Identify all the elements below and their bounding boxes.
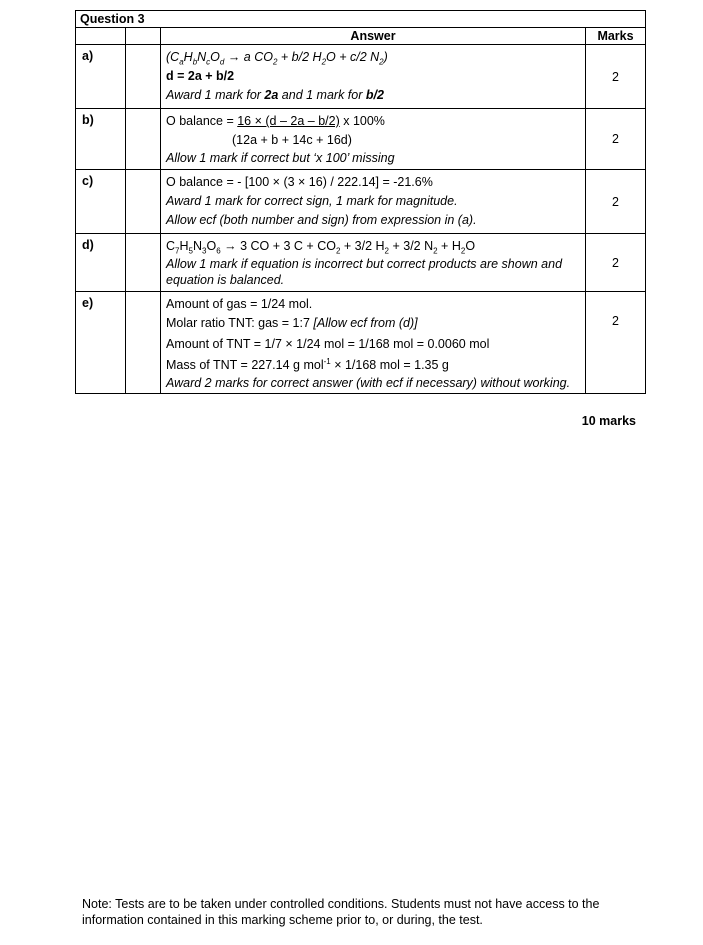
answer-cell	[161, 292, 586, 394]
marks-value: 2	[586, 109, 646, 170]
marks-value: 2	[586, 170, 646, 234]
table-row	[76, 292, 646, 394]
general-equation: ($C_aH_bN_cO_d \to a$ $CO_2 + b/2$ $H_2O + c/2$ $N_2$)	[166, 50, 388, 67]
table-row	[76, 170, 646, 234]
answer-cell	[161, 170, 586, 234]
award-note: Allow 1 mark if correct but ‘x 100’ missing	[166, 151, 395, 165]
total-marks: 10 marks	[581, 414, 636, 428]
marking-scheme	[75, 10, 645, 394]
marks-header: Marks	[586, 28, 646, 45]
award-note: Award 1 mark for correct sign, 1 mark for magnitude.	[166, 194, 458, 208]
blank-cell	[126, 45, 161, 109]
question-title: Question 3	[76, 11, 646, 28]
answer-line: d = 2a + b/2	[166, 69, 235, 83]
part-label: a)	[76, 45, 126, 109]
marks-value: 2	[586, 292, 646, 394]
table-row	[76, 45, 646, 109]
answer-line: Molar ratio TNT: gas = 1:7 [Allow ecf from (d)]	[166, 316, 418, 330]
decomposition-equation: $C_7H_5N_3O_6 \to 3$ CO + 3 $C + CO_2 + 3/2$ $H_2 + 3/2$ $N_2 + H_2O$	[166, 239, 476, 256]
footer-note: Note: Tests are to be taken under controlled conditions. Students must not have access to the information contained in this marking scheme prior to, or during, the test.	[82, 897, 600, 927]
header-part-cell	[76, 28, 126, 45]
answer-denominator: (12a + b + 14c + 16d)	[232, 133, 352, 147]
answer-cell	[161, 109, 586, 170]
blank-cell	[126, 234, 161, 292]
table-row	[76, 109, 646, 170]
answer-line: Amount of gas = 1/24 mol.	[166, 297, 313, 311]
blank-cell	[126, 109, 161, 170]
blank-cell	[126, 170, 161, 234]
answer-cell	[161, 45, 586, 109]
award-note: Award 1 mark for 2a and 1 mark for b/2	[166, 88, 384, 102]
part-label: d)	[76, 234, 126, 292]
award-note: Award 2 marks for correct answer (with ecf if necessary) without working.	[166, 376, 571, 390]
ecf-note: Allow ecf (both number and sign) from expression in (a).	[166, 213, 477, 227]
table-row	[76, 234, 646, 292]
header-blank-cell	[126, 28, 161, 45]
answer-header: Answer	[161, 28, 586, 45]
answer-cell	[161, 234, 586, 292]
marks-value: 2	[586, 234, 646, 292]
answer-line: Amount of TNT = 1/7 × 1/24 mol = 1/168 mol = 0.0060 mol	[166, 337, 490, 351]
answer-line: O balance = 16 × (d – 2a – b/2) x 100%	[166, 114, 385, 128]
answer-line: O balance = - [100 × (3 × 16) / 222.14] = -21.6%	[166, 175, 433, 189]
answer-line: Mass of TNT = 227.14 g mol$^{-1}$ × 1/168 mol = 1.35 g	[166, 356, 449, 372]
marks-value: 2	[586, 45, 646, 109]
part-label: b)	[76, 109, 126, 170]
marking-table	[75, 10, 646, 394]
blank-cell	[126, 292, 161, 394]
part-label: e)	[76, 292, 126, 394]
part-label: c)	[76, 170, 126, 234]
award-note: Allow 1 mark if equation is incorrect but correct products are shown and equation is balanced.	[166, 257, 563, 287]
